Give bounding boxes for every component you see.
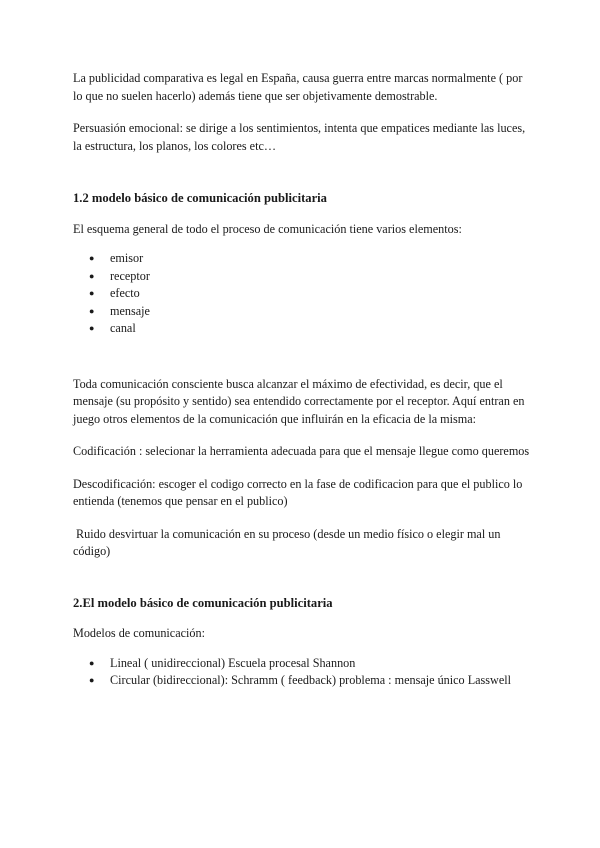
list-item: ● Circular (bidireccional): Schramm ( feedback) problema : mensaje único Lasswell [73, 672, 533, 690]
paragraph-efectividad: Toda comunicación consciente busca alcanzar el máximo de efectividad, es decir, que el mensaje (su propósito y sentido) sea entendido correctamente por el receptor. Aquí entran en juego otros elementos de la comunicación que influirán en la eficacia de la misma: [73, 376, 525, 426]
paragraph-publicidad-comparativa: La publicidad comparativa es legal en España, causa guerra entre marcas normalmente ( por lo que no suelen hacerlo) además tiene que ser objetivamente demostrable. [73, 71, 523, 103]
paragraph-codificacion: Codificación : selecionar la herramienta adecuada para que el mensaje llegue como queremos [73, 444, 530, 458]
section2-intro: Modelos de comunicación: [73, 626, 205, 640]
bullet-icon: ● [89, 270, 95, 281]
paragraph-ruido: Ruido desvirtuar la comunicación en su proceso (desde un medio físico o elegir mal un código) [73, 526, 504, 558]
bullet-icon: ● [89, 288, 95, 298]
list-item: ● canal [73, 320, 533, 338]
bullet-icon: ● [89, 253, 95, 263]
paragraph-persuasion-emocional: Persuasión emocional: se dirige a los sentimientos, intenta que empatices mediante las luces, la estructura, los planos, los colores etc… [73, 121, 526, 153]
bullet-icon: ● [89, 675, 95, 685]
section1-intro: El esquema general de todo el proceso de comunicación tiene varios elementos: [73, 221, 462, 236]
section-heading-2: 2.El modelo básico de comunicación publicitaria [73, 595, 333, 610]
document-page [73, 70, 533, 690]
bullet-icon: ● [89, 323, 95, 333]
elements-list [73, 250, 533, 338]
paragraph-descodificacion: Descodificación: escoger el codigo correcto en la fase de codificacion para que el publico lo entienda (tenemos que pensar en el publico) [73, 476, 523, 508]
bullet-icon: ● [89, 657, 95, 668]
bullet-icon: ● [89, 305, 95, 316]
list-item: ● receptor [73, 268, 533, 286]
models-list [73, 655, 533, 690]
list-item: ● Lineal ( unidireccional) Escuela procesal Shannon [73, 655, 533, 673]
list-item: ● emisor [73, 250, 533, 268]
list-item: ● mensaje [73, 303, 533, 321]
list-item: ● efecto [73, 285, 533, 303]
section-heading-1-2: 1.2 modelo básico de comunicación publicitaria [73, 191, 327, 205]
